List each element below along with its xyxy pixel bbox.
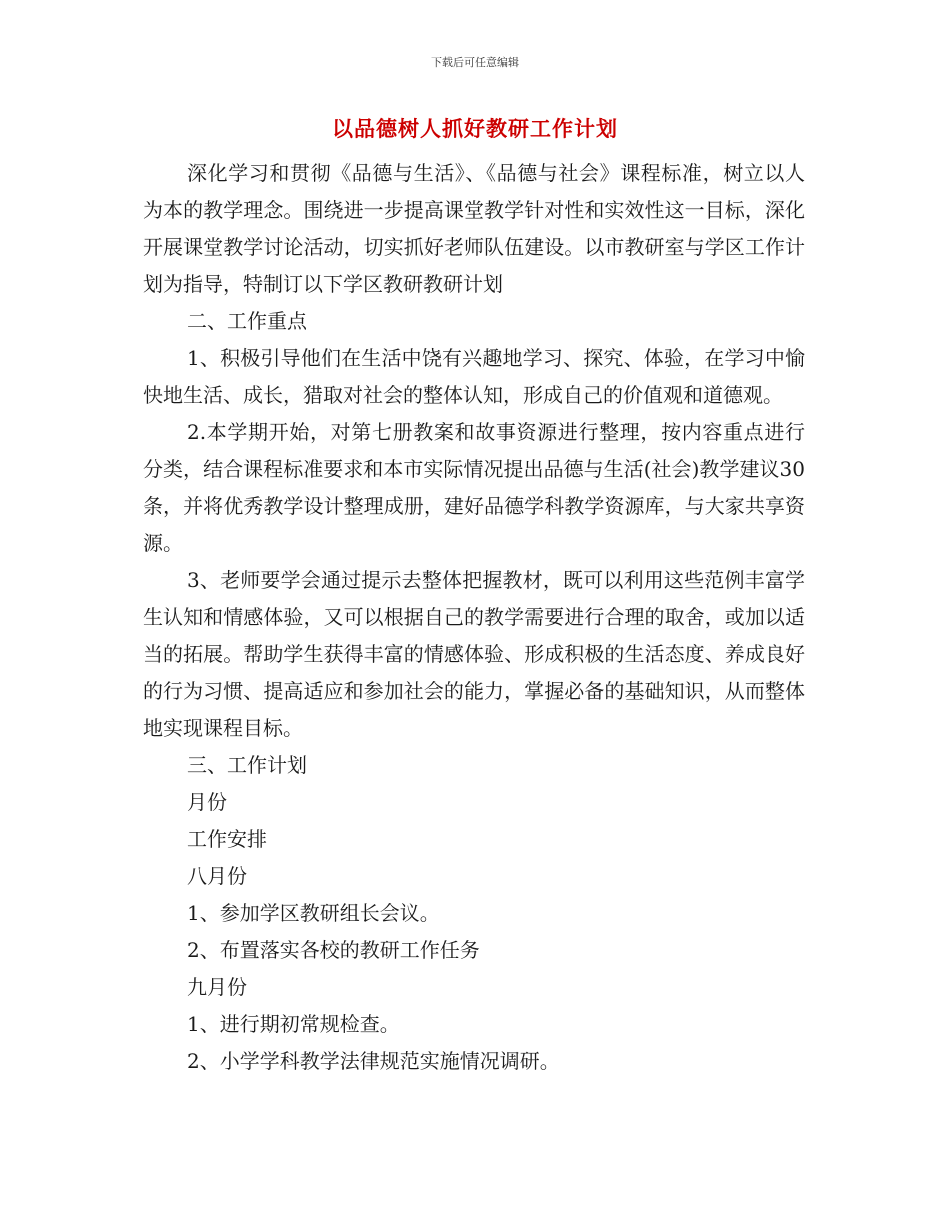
focus-item-2: 2.本学期开始，对第七册教案和故事资源进行整理，按内容重点进行分类，结合课程标准要求和本市实际情况提出品德与生活(社会)教学建议30条，并将优秀教学设计整理成册，建好品德学科教学资源库，与大家共享资源。	[143, 420, 805, 555]
september-item-2: 2、小学学科教学法律规范实施情况调研。	[187, 1049, 560, 1073]
document-title: 以品德树人抓好教研工作计划	[332, 116, 618, 141]
section-heading-work-focus: 二、工作重点	[187, 309, 307, 333]
plan-label-arrangement: 工作安排	[187, 827, 267, 851]
section-heading-work-plan: 三、工作计划	[187, 753, 307, 777]
month-september: 九月份	[187, 975, 247, 999]
header-note: 下载后可任意编辑	[431, 56, 519, 69]
plan-label-month: 月份	[187, 790, 227, 814]
august-item-1: 1、参加学区教研组长会议。	[187, 901, 440, 925]
document-body	[143, 155, 805, 1080]
august-item-2: 2、布置落实各校的教研工作任务	[187, 938, 480, 962]
focus-item-3: 3、老师要学会通过提示去整体把握教材，既可以利用这些范例丰富学生认知和情感体验，又可以根据自己的教学需要进行合理的取舍，或加以适当的拓展。帮助学生获得丰富的情感体验、形成积极的生活态度、养成良好的行为习惯、提高适应和参加社会的能力，掌握必备的基础知识，从而整体地实现课程目标。	[143, 568, 805, 740]
month-august: 八月份	[187, 864, 247, 888]
intro-paragraph: 深化学习和贯彻《品德与生活》、《品德与社会》课程标准，树立以人为本的教学理念。围绕进一步提高课堂教学针对性和实效性这一目标，深化开展课堂教学讨论活动，切实抓好老师队伍建设。以市教研室与学区工作计划为指导，特制订以下学区教研教研计划	[143, 161, 805, 296]
september-item-1: 1、进行期初常规检查。	[187, 1012, 400, 1036]
focus-item-1: 1、积极引导他们在生活中饶有兴趣地学习、探究、体验，在学习中愉快地生活、成长，猎取对社会的整体认知，形成自己的价值观和道德观。	[143, 346, 805, 407]
